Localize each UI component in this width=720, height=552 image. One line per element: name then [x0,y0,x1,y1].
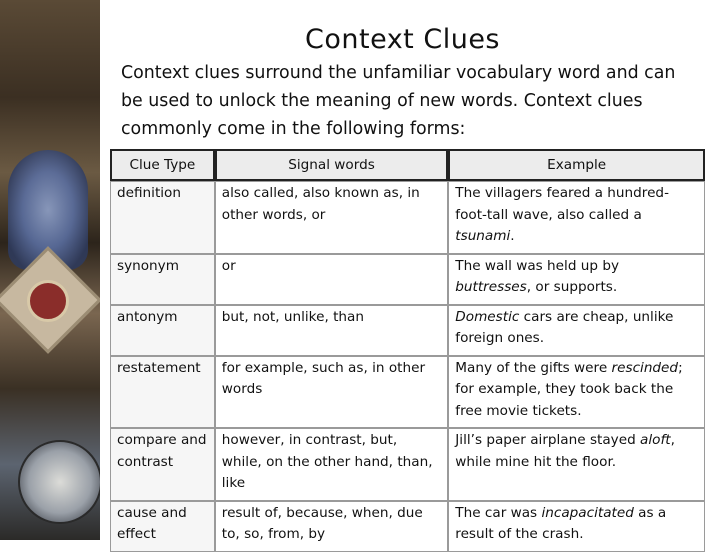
table-row [110,254,705,305]
clue-type-cell: definition [110,181,215,254]
medal-center-image [27,280,69,322]
signal-words-cell: also called, also known as, in other words, or [215,181,449,254]
clue-type-cell: synonym [110,254,215,305]
example-cell [448,305,705,356]
vocab-term: buttresses [455,279,527,295]
context-clues-table [110,149,705,552]
example-text: ; for example, they took back the free movie tickets. [455,359,683,419]
example-text: as a result of the crash. [455,504,667,542]
example-text: The wall was held up by [455,257,620,274]
example-text: , or supports. [526,279,618,295]
table-row [110,428,705,501]
example-text: cars are cheap, unlike foreign ones. [455,308,674,346]
signal-words-cell: result of, because, when, due to, so, from, by [215,501,449,552]
table-header-row [110,149,705,181]
vocab-term: incapacitated [541,504,634,521]
signal-words-cell: but, not, unlike, than [215,305,449,356]
header-signal-words: Signal words [215,149,449,181]
clue-type-cell: cause and effect [110,501,215,552]
table-row [110,181,705,254]
table-row [110,501,705,552]
example-text: Jill’s paper airplane stayed [455,432,641,448]
clue-type-cell: antonym [110,305,215,356]
header-example: Example [448,149,705,181]
signal-words-cell: or [215,254,449,305]
table-row [110,305,705,356]
table-row [110,356,705,429]
example-cell [448,356,705,429]
example-text: The car was [455,504,542,521]
decorative-medals-photo [0,0,100,540]
example-text: . [510,228,515,244]
example-text: , while mine hit the floor. [455,432,675,470]
header-clue-type: Clue Type [110,149,215,181]
vocab-term: aloft [640,432,671,448]
example-cell [448,181,705,254]
signal-words-cell: for example, such as, in other words [215,356,449,429]
vocab-term: tsunami [455,228,511,244]
vocab-term: Domestic [455,308,520,325]
example-cell [448,501,705,552]
page-title: Context Clues [305,24,500,55]
example-cell [448,428,705,501]
clue-type-cell: restatement [110,356,215,429]
intro-paragraph: Context clues surround the unfamiliar vocabulary word and can be used to unlock the meaning of new words. Context clues commonly come in the following forms: [121,63,676,139]
example-cell [448,254,705,305]
example-text: Many of the gifts were [455,359,612,376]
signal-words-cell: however, in contrast, but, while, on the other hand, than, like [215,428,449,501]
vocab-term: rescinded [611,359,679,376]
example-text: The villagers feared a hundred-foot-tall wave, also called a [455,185,669,223]
compass-image [18,440,100,524]
clue-type-cell: compare and contrast [110,428,215,501]
